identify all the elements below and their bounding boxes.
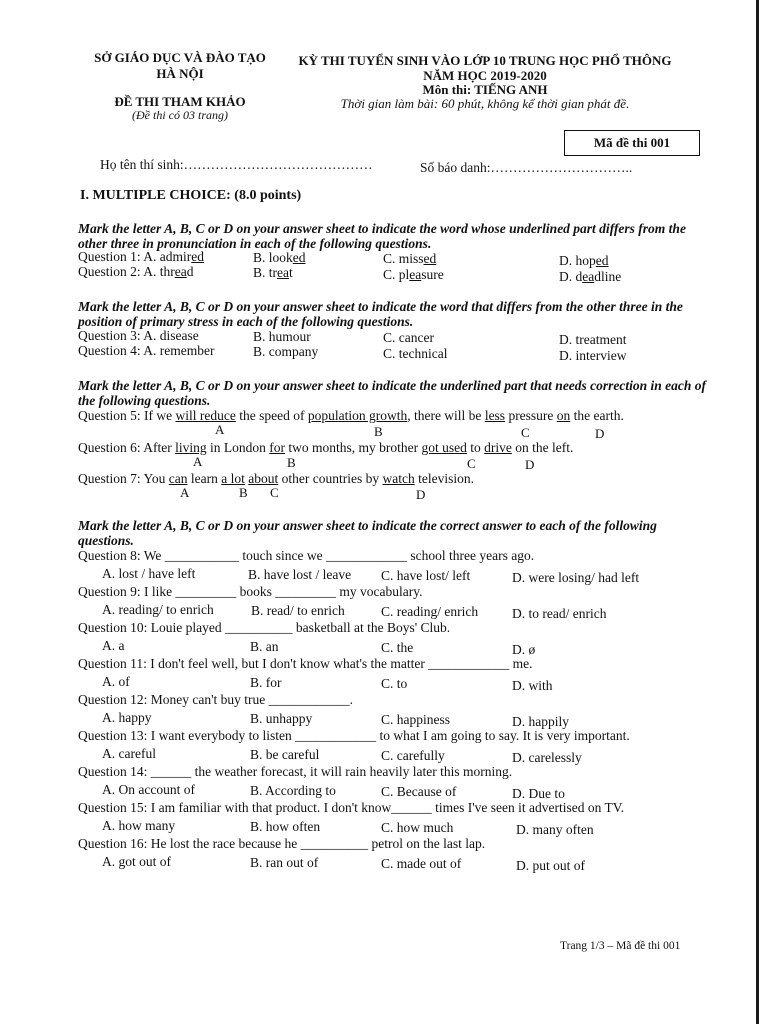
question-14-option-c: C. Because of xyxy=(381,784,457,799)
question-10-option-d: D. ø xyxy=(512,642,536,657)
question-13-option-a: A. careful xyxy=(102,746,156,761)
question-16-option-a: A. got out of xyxy=(102,854,171,869)
question-14: Question 14: ______ the weather forecast, it will rain heavily later this morning. xyxy=(78,764,513,779)
question-15-option-a: A. how many xyxy=(102,818,176,833)
instruction-correct-answer: Mark the letter A, B, C or D on your answer sheet to indicate the correct answer to each of the following questions. xyxy=(78,518,657,548)
question-12-option-b: B. unhappy xyxy=(250,711,313,726)
question-1: Question 1: A. admired xyxy=(78,249,204,264)
question-16: Question 16: He lost the race because he __________ petrol on the last lap. xyxy=(78,836,486,851)
section-title: I. MULTIPLE CHOICE: (8.0 points) xyxy=(80,188,302,203)
question-2: Question 2: A. thread xyxy=(78,264,194,279)
question-10-option-c: C. the xyxy=(381,640,414,655)
question-11-option-d: D. with xyxy=(512,678,553,693)
department-name: SỞ GIÁO DỤC VÀ ĐÀO TẠO xyxy=(94,50,266,65)
school-year: NĂM HỌC 2019-2020 xyxy=(423,68,547,83)
q7-letter-b: B xyxy=(239,485,248,500)
question-11-option-a: A. of xyxy=(102,674,130,689)
question-9-option-a: A. reading/ to enrich xyxy=(102,602,214,617)
question-8: Question 8: We ___________ touch since we ____________ school three years ago. xyxy=(78,548,535,563)
question-12-option-a: A. happy xyxy=(102,710,152,725)
question-15-option-c: C. how much xyxy=(381,820,454,835)
scan-edge-line xyxy=(756,0,759,1024)
q6-letter-c: C xyxy=(467,456,476,471)
question-10-option-a: A. a xyxy=(102,638,125,653)
question-10-option-b: B. an xyxy=(250,639,279,654)
question-3-option-d: D. treatment xyxy=(559,332,627,347)
q6-letter-d: D xyxy=(525,457,535,472)
q5-letter-d: D xyxy=(595,426,605,441)
question-16-option-d: D. put out of xyxy=(516,858,585,873)
question-8-option-b: B. have lost / leave xyxy=(248,567,352,582)
question-14-option-a: A. On account of xyxy=(102,782,195,797)
question-1-option-c: C. missed xyxy=(383,251,437,266)
q5-letter-a: A xyxy=(215,422,225,437)
question-9-option-d: D. to read/ enrich xyxy=(512,606,607,621)
exam-code-box: Mã đề thi 001 xyxy=(564,130,700,156)
question-2-option-b: B. treat xyxy=(253,265,293,280)
question-8-option-d: D. were losing/ had left xyxy=(512,570,640,585)
question-4-option-c: C. technical xyxy=(383,346,448,361)
q6-letter-b: B xyxy=(287,455,296,470)
q5-letter-c: C xyxy=(521,425,530,440)
question-15-option-b: B. how often xyxy=(250,819,321,834)
question-6: Question 6: After living in London for two months, my brother got used to drive on the left. xyxy=(78,440,574,455)
question-14-option-d: D. Due to xyxy=(512,786,565,801)
question-12-option-c: C. happiness xyxy=(381,712,450,727)
instruction-pronunciation: Mark the letter A, B, C or D on your answer sheet to indicate the word whose underlined part differs from the other three in pronunciation in each of the following questions. xyxy=(78,221,686,251)
question-13-option-c: C. carefully xyxy=(381,748,445,763)
time-limit: Thời gian làm bài: 60 phút, không kể thời gian phát đề. xyxy=(340,96,630,111)
question-10: Question 10: Louie played __________ basketball at the Boys' Club. xyxy=(78,620,451,635)
question-16-option-c: C. made out of xyxy=(381,856,462,871)
question-11: Question 11: I don't feel well, but I don't know what's the matter ____________ me. xyxy=(78,656,533,671)
question-14-option-b: B. According to xyxy=(250,783,336,798)
instruction-correction: Mark the letter A, B, C or D on your answer sheet to indicate the underlined part that needs correction in each of the following questions. xyxy=(78,378,707,408)
pages-note: (Đề thi có 03 trang) xyxy=(132,108,228,122)
candidate-id-field: Số báo danh:………………………….. xyxy=(420,160,633,175)
question-11-option-c: C. to xyxy=(381,676,408,691)
question-15-option-d: D. many often xyxy=(516,822,594,837)
question-15: Question 15: I am familiar with that product. I don't know______ times I've seen it advertised on TV. xyxy=(78,800,625,815)
department-city: HÀ NỘI xyxy=(156,66,204,81)
question-9-option-c: C. reading/ enrich xyxy=(381,604,479,619)
question-1-option-b: B. looked xyxy=(253,250,306,265)
q7-letter-a: A xyxy=(180,485,190,500)
exam-title: KỲ THI TUYỂN SINH VÀO LỚP 10 TRUNG HỌC PHỔ THÔNG xyxy=(298,53,672,68)
question-13-option-b: B. be careful xyxy=(250,747,320,762)
question-4: Question 4: A. remember xyxy=(78,343,215,358)
question-3-option-c: C. cancer xyxy=(383,330,434,345)
page-footer: Trang 1/3 – Mã đề thi 001 xyxy=(560,940,681,952)
question-12-option-d: D. happily xyxy=(512,714,569,729)
question-2-option-d: D. deadline xyxy=(559,269,622,284)
question-4-option-b: B. company xyxy=(253,344,319,359)
candidate-name-field: Họ tên thí sinh:…………………………………… xyxy=(100,157,373,172)
question-1-option-d: D. hoped xyxy=(559,253,609,268)
q7-letter-c: C xyxy=(270,485,279,500)
question-8-option-c: C. have lost/ left xyxy=(381,568,471,583)
question-2-option-c: C. pleasure xyxy=(383,267,444,282)
question-3-option-b: B. humour xyxy=(253,329,311,344)
question-5: Question 5: If we will reduce the speed of population growth, there will be less pressure on the earth. xyxy=(78,408,624,423)
question-7: Question 7: You can learn a lot about other countries by watch television. xyxy=(78,471,474,486)
question-3: Question 3: A. disease xyxy=(78,328,199,343)
question-16-option-b: B. ran out of xyxy=(250,855,319,870)
question-4-option-d: D. interview xyxy=(559,348,627,363)
q6-letter-a: A xyxy=(193,454,203,469)
q5-letter-b: B xyxy=(374,424,383,439)
q7-letter-d: D xyxy=(416,487,426,502)
question-13: Question 13: I want everybody to listen ____________ to what I am going to say. It is very important. xyxy=(78,728,630,743)
question-9-option-b: B. read/ to enrich xyxy=(251,603,345,618)
question-9: Question 9: I like _________ books _________ my vocabulary. xyxy=(78,584,423,599)
exam-type: ĐỀ THI THAM KHẢO xyxy=(114,94,246,109)
instruction-stress: Mark the letter A, B, C or D on your answer sheet to indicate the word that differs from the other three in the position of primary stress in each of the following questions. xyxy=(78,299,683,329)
subject: Môn thi: TIẾNG ANH xyxy=(422,82,548,97)
question-12: Question 12: Money can't buy true ____________. xyxy=(78,692,354,707)
question-8-option-a: A. lost / have left xyxy=(102,566,196,581)
question-13-option-d: D. carelessly xyxy=(512,750,582,765)
question-11-option-b: B. for xyxy=(250,675,282,690)
